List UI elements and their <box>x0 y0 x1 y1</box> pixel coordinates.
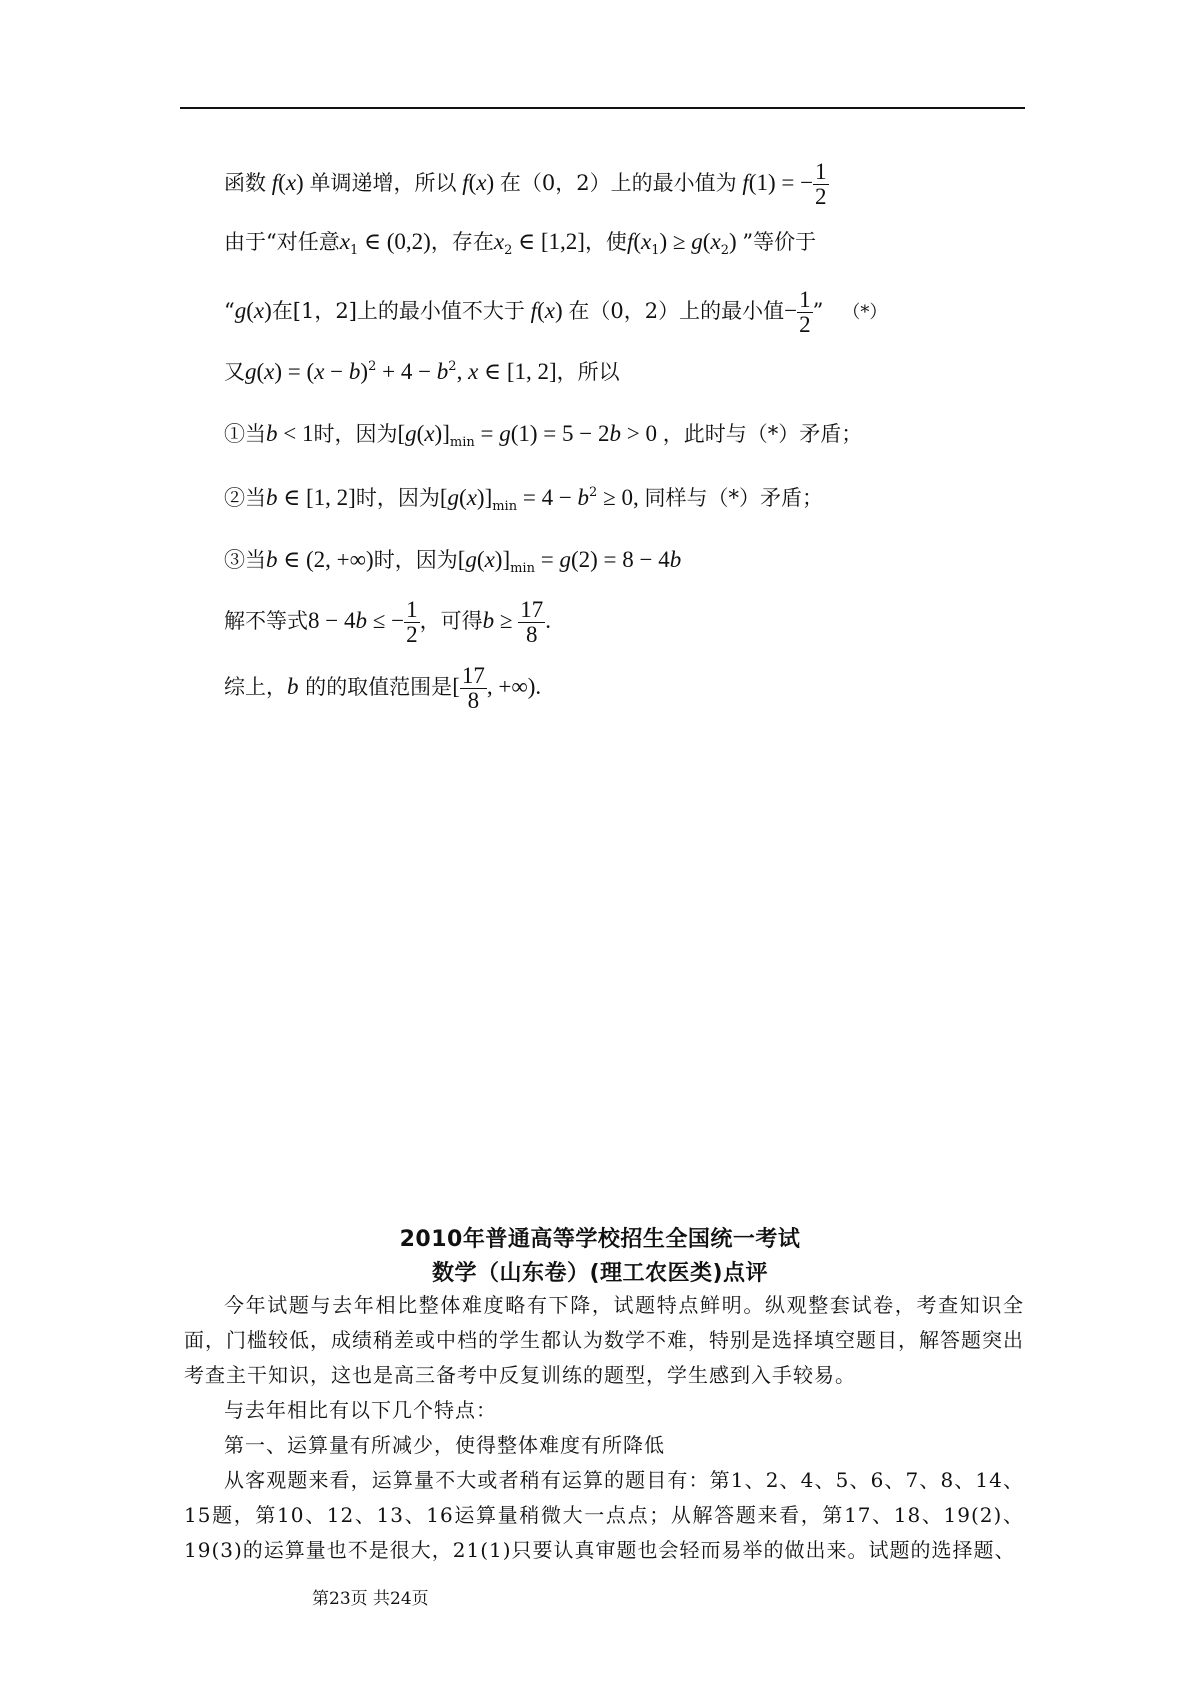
solution-case-2: ②当b ∈ [1, 2]时，因为$[g(x)]_{min} = 4 - b^2 \ge 0$, 同样与（*）矛盾； <box>224 485 823 514</box>
commentary-subtitle: 数学（山东卷）(理工农医类)点评 <box>431 1261 769 1286</box>
solution-line-2: 由于“对任意$x_1$ ∈ (0,2)，存在$x_2$ ∈ [1,2]，使$f(x_1) \ge g(x_2)$ ”等价于 <box>224 229 817 258</box>
commentary-paragraph: 从客观题来看，运算量不大或者稍有运算的题目有：第1、2、4、5、6、7、8、14、15题，第10、12、13、16运算量稍微大一点点；从解答题来看，第17、18、19(2)、19(3)的运算量也不是很大，21(1)只要认真审题也会轻而易举的做出来。试题的选择题、 <box>184 1468 1024 1562</box>
solution-conclusion: 综上，b 的的取值范围是[ $\frac{17}{8}$ , +∞). <box>224 663 542 714</box>
solution-case-3: ③当b ∈ (2, +∞)时，因为$[g(x)]_{min} = g(2) = 8 - 4b$ <box>224 547 682 576</box>
page-number: 第23页 共24页 <box>312 1589 429 1609</box>
solution-line-3: “g(x)在[1，2]上的最小值不大于 f(x) 在（0，2）上的最小值− $\frac{1}{2}$ ” （*） <box>224 287 888 338</box>
fraction: $\frac{1}{2}$ <box>799 287 811 338</box>
commentary-paragraph: 今年试题与去年相比整体难度略有下降，试题特点鲜明。纵观整套试卷，考查知识全面，门槛较低，成绩稍差或中档的学生都认为数学不难，特别是选择填空题目，解答题突出考查主干知识，这也是高三备考中反复训练的题型，学生感到入手较易。 <box>184 1293 1024 1387</box>
fraction: $\frac{1}{2}$ <box>406 597 418 648</box>
header-rule <box>180 107 1025 109</box>
fraction: $\frac{1}{2}$ <box>815 159 827 210</box>
solution-line-4: 又$g(x) = (x - b)^2 + 4 - b^2$, x ∈ [1, 2]，所以 <box>224 359 620 384</box>
commentary-title: 2010年普通高等学校招生全国统一考试 <box>399 1227 801 1252</box>
solution-inequality: 解不等式8 − 4b ≤ − $\frac{1}{2}$ ，可得b ≥ $\frac{17}{8}$ . <box>224 597 551 648</box>
fraction: $\frac{17}{8}$ <box>461 663 485 714</box>
commentary-paragraph: 第一、运算量有所减少，使得整体难度有所降低 <box>224 1433 665 1457</box>
solution-line-1: 函数 f(x) 单调递增，所以 f(x) 在（0，2）上的最小值为 f(1) = − $\frac{1}{2}$ <box>224 159 827 210</box>
commentary-paragraph: 与去年相比有以下几个特点： <box>224 1398 497 1422</box>
solution-case-1: ①当b < 1时，因为$[g(x)]_{min} = g(1) = 5 - 2b > 0$ ，此时与（*）矛盾； <box>224 421 863 450</box>
fraction: $\frac{17}{8}$ <box>520 597 544 648</box>
